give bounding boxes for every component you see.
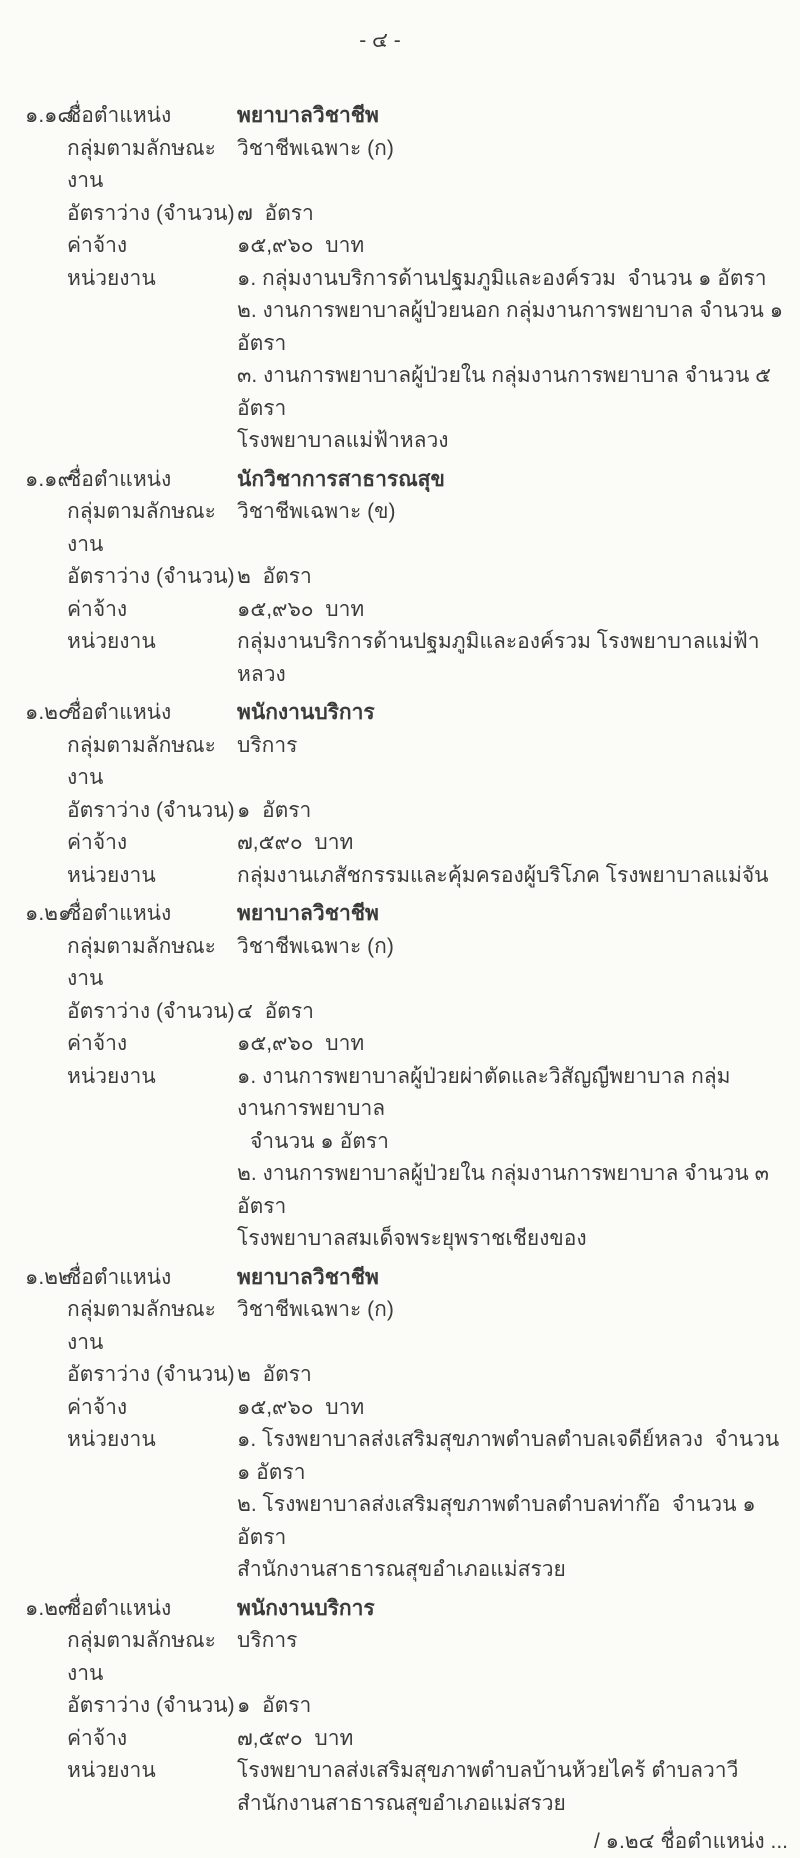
unit-lines <box>237 1061 786 1256</box>
field-label-vacancy: อัตราว่าง (จำนวน) <box>67 565 235 588</box>
field-label-position: ชื่อตำแหน่ง <box>67 1265 172 1289</box>
unit-lines <box>237 1755 786 1820</box>
unit-line: โรงพยาบาลแม่ฟ้าหลวง <box>237 429 449 452</box>
job-item-1-18 <box>0 100 800 458</box>
unit-line: โรงพยาบาลสมเด็จพระยุพราชเชียงของ <box>237 1227 587 1250</box>
group-value: วิชาชีพเฉพาะ (ก) <box>237 136 394 160</box>
wage-row <box>0 1028 800 1061</box>
field-label-wage: ค่าจ้าง <box>67 1032 128 1055</box>
position-row <box>0 464 800 497</box>
unit-line: กลุ่มงานเภสัชกรรมและคุ้มครองผู้บริโภค โรงพยาบาลแม่จัน <box>237 863 769 887</box>
field-label-position: ชื่อตำแหน่ง <box>67 467 172 491</box>
unit-row <box>0 1061 800 1256</box>
position-row <box>0 697 800 730</box>
job-item-1-23 <box>0 1593 800 1821</box>
field-label-unit: หน่วยงาน <box>67 266 156 290</box>
field-label-unit: หน่วยงาน <box>67 863 156 887</box>
unit-line: ๑. งานการพยาบาลผู้ป่วยผ่าตัดและวิสัญญีพยาบาล กลุ่มงานการพยาบาล <box>237 1064 731 1120</box>
field-label-unit: หน่วยงาน <box>67 1428 156 1451</box>
position-row <box>0 1262 800 1295</box>
position-row <box>0 1593 800 1626</box>
group-value: บริการ <box>237 1629 298 1652</box>
position-name: นักวิชาการสาธารณสุข <box>237 467 445 491</box>
vacancy-row <box>0 198 800 231</box>
unit-lines <box>237 263 789 458</box>
field-label-position: ชื่อตำแหน่ง <box>67 1596 172 1620</box>
group-row <box>0 133 800 198</box>
field-label-group: กลุ่มตามลักษณะงาน <box>67 500 216 556</box>
field-label-vacancy: อัตราว่าง (จำนวน) <box>67 999 235 1023</box>
wage-row <box>0 827 800 860</box>
field-label-group: กลุ่มตามลักษณะงาน <box>67 1629 216 1685</box>
vacancy-row <box>0 1690 800 1723</box>
field-label-wage: ค่าจ้าง <box>67 234 128 257</box>
job-item-1-19 <box>0 464 800 692</box>
position-name: พยาบาลวิชาชีพ <box>237 104 379 127</box>
group-value: วิชาชีพเฉพาะ (ก) <box>237 934 394 958</box>
unit-row <box>0 1424 800 1587</box>
group-value: วิชาชีพเฉพาะ (ข) <box>237 500 396 523</box>
unit-line: ๒. งานการพยาบาลผู้ป่วยใน กลุ่มงานการพยาบาล จำนวน ๓ อัตรา <box>237 1162 775 1218</box>
field-label-group: กลุ่มตามลักษณะงาน <box>67 934 216 990</box>
position-name: พนักงานบริการ <box>237 701 375 724</box>
unit-line: สำนักงานสาธารณสุขอำเภอแม่สรวย <box>237 1791 566 1815</box>
field-label-vacancy: อัตราว่าง (จำนวน) <box>67 1363 235 1386</box>
item-number: ๑.๒๒ <box>25 1265 72 1289</box>
wage-value: ๑๕,๙๖๐ บาท <box>237 234 365 257</box>
wage-row <box>0 1723 800 1756</box>
group-value: บริการ <box>237 733 298 757</box>
vacancy-value: ๒ อัตรา <box>237 1363 312 1386</box>
group-row <box>0 730 800 795</box>
unit-line: ๒. งานการพยาบาลผู้ป่วยนอก กลุ่มงานการพยาบาล จำนวน ๑ อัตรา <box>237 299 789 355</box>
wage-value: ๑๕,๙๖๐ บาท <box>237 597 365 621</box>
field-label-unit: หน่วยงาน <box>67 1759 156 1782</box>
position-row <box>0 100 800 133</box>
item-number: ๑.๑๘ <box>25 104 74 127</box>
wage-value: ๑๕,๙๖๐ บาท <box>237 1395 365 1419</box>
unit-line: กลุ่มงานบริการด้านปฐมภูมิและองค์รวม โรงพยาบาลแม่ฟ้าหลวง <box>237 630 760 686</box>
wage-value: ๗,๕๙๐ บาท <box>237 1726 354 1750</box>
field-label-unit: หน่วยงาน <box>67 630 156 653</box>
vacancy-value: ๒ อัตรา <box>237 565 312 588</box>
job-item-1-20 <box>0 697 800 892</box>
field-label-group: กลุ่มตามลักษณะงาน <box>67 136 216 192</box>
unit-line: ๓. งานการพยาบาลผู้ป่วยใน กลุ่มงานการพยาบาล จำนวน ๕ อัตรา <box>237 364 777 420</box>
field-label-unit: หน่วยงาน <box>67 1064 156 1088</box>
unit-row <box>0 626 800 691</box>
group-row <box>0 496 800 561</box>
vacancy-row <box>0 1359 800 1392</box>
field-label-group: กลุ่มตามลักษณะงาน <box>67 733 216 789</box>
vacancy-row <box>0 795 800 828</box>
field-label-wage: ค่าจ้าง <box>67 831 128 854</box>
field-label-wage: ค่าจ้าง <box>67 597 128 621</box>
unit-row <box>0 860 800 893</box>
field-label-wage: ค่าจ้าง <box>67 1726 128 1750</box>
wage-row <box>0 230 800 263</box>
group-row <box>0 1294 800 1359</box>
field-label-vacancy: อัตราว่าง (จำนวน) <box>67 798 235 822</box>
vacancy-value: ๑ อัตรา <box>237 1694 312 1717</box>
group-row <box>0 931 800 996</box>
page-number: - ๔ - <box>359 29 401 52</box>
vacancy-value: ๔ อัตรา <box>237 999 314 1023</box>
vacancy-row <box>0 561 800 594</box>
field-label-group: กลุ่มตามลักษณะงาน <box>67 1298 216 1354</box>
field-label-position: ชื่อตำแหน่ง <box>67 902 172 925</box>
unit-line: โรงพยาบาลส่งเสริมสุขภาพตำบลบ้านห้วยไคร้ ตำบลวาวี <box>237 1759 739 1782</box>
item-number: ๑.๒๓ <box>25 1596 73 1620</box>
unit-lines <box>237 1424 786 1587</box>
position-name: พยาบาลวิชาชีพ <box>237 902 379 925</box>
field-label-vacancy: อัตราว่าง (จำนวน) <box>67 1694 235 1717</box>
item-number: ๑.๒๑ <box>25 902 72 925</box>
field-label-wage: ค่าจ้าง <box>67 1395 128 1419</box>
position-name: พยาบาลวิชาชีพ <box>237 1265 379 1289</box>
position-row <box>0 898 800 931</box>
wage-value: ๗,๕๙๐ บาท <box>237 831 354 854</box>
unit-line: ๑. กลุ่มงานบริการด้านปฐมภูมิและองค์รวม จำนวน ๑ อัตรา <box>237 266 767 290</box>
vacancy-value: ๗ อัตรา <box>237 201 314 225</box>
unit-line: ๑. โรงพยาบาลส่งเสริมสุขภาพตำบลตำบลเจดีย์หลวง จำนวน ๑ อัตรา <box>237 1428 786 1484</box>
field-label-position: ชื่อตำแหน่ง <box>67 701 172 724</box>
unit-lines <box>237 626 786 691</box>
vacancy-row <box>0 996 800 1029</box>
unit-line: สำนักงานสาธารณสุขอำเภอแม่สรวย <box>237 1558 566 1581</box>
item-number: ๑.๒๐ <box>25 701 71 724</box>
job-item-1-21 <box>0 898 800 1256</box>
vacancy-value: ๑ อัตรา <box>237 798 312 822</box>
wage-value: ๑๕,๙๖๐ บาท <box>237 1032 365 1055</box>
job-item-1-22 <box>0 1262 800 1587</box>
field-label-position: ชื่อตำแหน่ง <box>67 104 172 127</box>
unit-line-continuation: จำนวน ๑ อัตรา <box>250 1129 389 1153</box>
position-name: พนักงานบริการ <box>237 1596 375 1620</box>
page-continuation-note: / ๑.๒๔ ชื่อตำแหน่ง ... <box>593 1830 788 1853</box>
unit-row <box>0 263 800 458</box>
unit-lines <box>237 860 786 893</box>
field-label-vacancy: อัตราว่าง (จำนวน) <box>67 201 235 225</box>
group-row <box>0 1625 800 1690</box>
item-number: ๑.๑๙ <box>25 467 73 491</box>
wage-row <box>0 594 800 627</box>
unit-row <box>0 1755 800 1820</box>
wage-row <box>0 1392 800 1425</box>
group-value: วิชาชีพเฉพาะ (ก) <box>237 1298 394 1321</box>
unit-line: ๒. โรงพยาบาลส่งเสริมสุขภาพตำบลตำบลท่าก๊อ จำนวน ๑ อัตรา <box>237 1493 762 1549</box>
